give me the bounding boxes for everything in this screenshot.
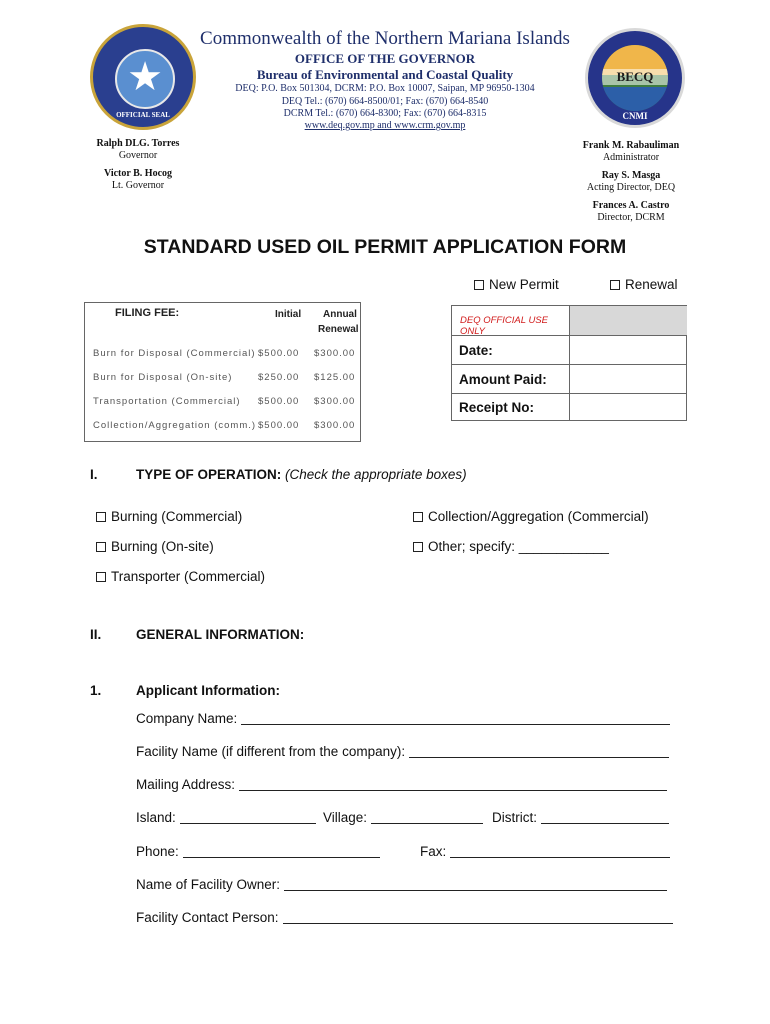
letterhead-address: DEQ: P.O. Box 501304, DCRM: P.O. Box 10007, Saipan, MP 96950-1304 <box>235 83 535 94</box>
company-name-label: Company Name: <box>136 711 238 726</box>
facility-contact-label: Facility Contact Person: <box>136 910 279 925</box>
checkbox-icon[interactable] <box>474 280 484 290</box>
fax-label: Fax: <box>420 844 447 859</box>
facility-contact-field <box>136 910 673 925</box>
checkbox-icon[interactable] <box>96 542 106 552</box>
mailing-address-input[interactable] <box>239 777 667 791</box>
receipt-no-input[interactable] <box>570 394 687 421</box>
form-title: STANDARD USED OIL PERMIT APPLICATION FORM <box>143 236 627 258</box>
facility-owner-label: Name of Facility Owner: <box>136 877 281 892</box>
subsection-1-number: 1. <box>90 683 102 698</box>
date-input[interactable] <box>570 336 687 365</box>
fee-row-initial: $500.00 <box>258 420 300 431</box>
date-label-cell <box>452 336 570 365</box>
district-label: District: <box>492 810 537 825</box>
fee-row-initial: $250.00 <box>258 372 300 383</box>
checkbox-icon[interactable] <box>96 512 106 522</box>
official-title: Governor <box>118 150 158 161</box>
other-checkbox[interactable] <box>413 539 609 554</box>
checkbox-icon[interactable] <box>610 280 620 290</box>
deq-header-shaded-cell <box>570 306 687 336</box>
island-label: Island: <box>136 810 176 825</box>
village-label: Village: <box>323 810 368 825</box>
collection-aggregation-label: Collection/Aggregation (Commercial) <box>428 509 649 524</box>
district-field <box>492 810 669 825</box>
letterhead-dcrm-phone: DCRM Tel.: (670) 664-8300; Fax: (670) 664-8315 <box>283 108 487 119</box>
col-initial-header: Initial <box>275 309 302 320</box>
amount-label-cell <box>452 365 570 394</box>
section-ii-title: GENERAL INFORMATION: <box>136 627 305 642</box>
official-lt-governor <box>80 168 196 192</box>
section-i-title: TYPE OF OPERATION: <box>136 467 282 482</box>
official-governor <box>80 138 196 162</box>
island-input[interactable] <box>180 810 316 824</box>
burning-commercial-checkbox[interactable] <box>96 509 242 524</box>
district-input[interactable] <box>541 810 669 824</box>
village-field <box>323 810 483 825</box>
deq-official-use-table <box>451 305 687 421</box>
official-title: Lt. Governor <box>111 180 165 191</box>
fee-row-name: Transportation (Commercial) <box>93 396 241 407</box>
official-title: Administrator <box>602 152 660 163</box>
fee-row-name: Burn for Disposal (On-site) <box>93 372 233 383</box>
other-specify-label: Other; specify: ____________ <box>428 539 609 554</box>
new-permit-label: New Permit <box>489 277 559 292</box>
facility-owner-field <box>136 877 667 892</box>
letterhead-commonwealth: Commonwealth of the Northern Mariana Islands <box>200 28 570 49</box>
phone-label: Phone: <box>136 844 179 859</box>
seal-label: OFFICIAL SEAL <box>116 111 170 119</box>
seal-label: BECQ <box>602 69 668 85</box>
fee-row-annual: $300.00 <box>314 420 356 431</box>
official-name: Victor B. Hocog <box>103 168 173 179</box>
renewal-label: Renewal <box>625 277 678 292</box>
collection-aggregation-checkbox[interactable] <box>413 509 649 524</box>
subsection-1-title: Applicant Information: <box>136 683 280 698</box>
deq-header-cell <box>452 306 570 336</box>
facility-name-field <box>136 744 669 759</box>
fee-row-initial: $500.00 <box>258 396 300 407</box>
transporter-label: Transporter (Commercial) <box>111 569 266 584</box>
village-input[interactable] <box>371 810 483 824</box>
section-i-heading <box>136 467 467 482</box>
checkbox-icon[interactable] <box>96 572 106 582</box>
fee-row-annual: $125.00 <box>314 372 356 383</box>
letterhead-websites[interactable]: www.deq.gov.mp and www.crm.gov.mp <box>304 120 466 131</box>
fee-row-name: Collection/Aggregation (comm.) <box>93 420 257 431</box>
fax-input[interactable] <box>450 844 670 858</box>
fee-row-annual: $300.00 <box>314 396 356 407</box>
transporter-checkbox[interactable] <box>96 569 265 584</box>
fax-field <box>420 844 670 859</box>
col-annual-header-2: Renewal <box>318 324 359 335</box>
burning-onsite-label: Burning (On-site) <box>111 539 214 554</box>
section-i-number: I. <box>90 467 98 482</box>
official-title: Acting Director, DEQ <box>586 182 676 193</box>
burning-onsite-checkbox[interactable] <box>96 539 214 554</box>
phone-field <box>136 844 380 859</box>
section-ii-number: II. <box>90 627 102 642</box>
company-name-input[interactable] <box>241 711 670 725</box>
mailing-address-label: Mailing Address: <box>136 777 236 792</box>
new-permit-checkbox[interactable] <box>474 277 559 292</box>
checkbox-icon[interactable] <box>413 542 423 552</box>
fee-row-annual: $300.00 <box>314 348 356 359</box>
amount-paid-input[interactable] <box>570 365 687 394</box>
official-name: Frances A. Castro <box>592 200 670 211</box>
checkbox-icon[interactable] <box>413 512 423 522</box>
fee-row-initial: $500.00 <box>258 348 300 359</box>
official-name: Ray S. Masga <box>601 170 661 181</box>
star-icon: ★ <box>127 55 163 99</box>
burning-commercial-label: Burning (Commercial) <box>111 509 243 524</box>
official-deq-director <box>570 170 692 194</box>
renewal-checkbox[interactable] <box>610 277 678 292</box>
receipt-no-label: Receipt No: <box>459 400 535 415</box>
deq-official-use-label: DEQ OFFICIAL USE ONLY <box>460 315 548 337</box>
filing-fee-label: FILING FEE: <box>115 307 180 319</box>
letterhead-bureau: Bureau of Environmental and Coastal Quality <box>256 67 514 82</box>
letterhead-office: OFFICE OF THE GOVERNOR <box>294 51 476 66</box>
facility-name-input[interactable] <box>409 744 669 758</box>
island-field <box>136 810 316 825</box>
official-title: Director, DCRM <box>597 212 665 223</box>
seal-sub-label: CNMI <box>622 111 648 121</box>
official-administrator <box>570 140 692 164</box>
official-dcrm-director <box>570 200 692 224</box>
date-label: Date: <box>459 343 493 358</box>
facility-name-label: Facility Name (if different from the company): <box>136 744 406 759</box>
col-annual-header: Annual <box>323 309 357 320</box>
amount-paid-label: Amount Paid: <box>459 372 547 387</box>
facility-owner-input[interactable] <box>284 877 667 891</box>
phone-input[interactable] <box>183 844 380 858</box>
section-i-hint: (Check the appropriate boxes) <box>285 467 467 482</box>
letterhead-deq-phone: DEQ Tel.: (670) 664-8500/01; Fax: (670) 664-8540 <box>281 96 489 107</box>
filing-fee-table <box>84 302 361 442</box>
receipt-label-cell <box>452 394 570 421</box>
company-name-field <box>136 711 670 726</box>
mailing-address-field <box>136 777 667 792</box>
fee-row-name: Burn for Disposal (Commercial) <box>93 348 256 359</box>
facility-contact-input[interactable] <box>283 910 673 924</box>
official-name: Frank M. Rabauliman <box>582 140 680 151</box>
official-name: Ralph DLG. Torres <box>96 138 180 149</box>
